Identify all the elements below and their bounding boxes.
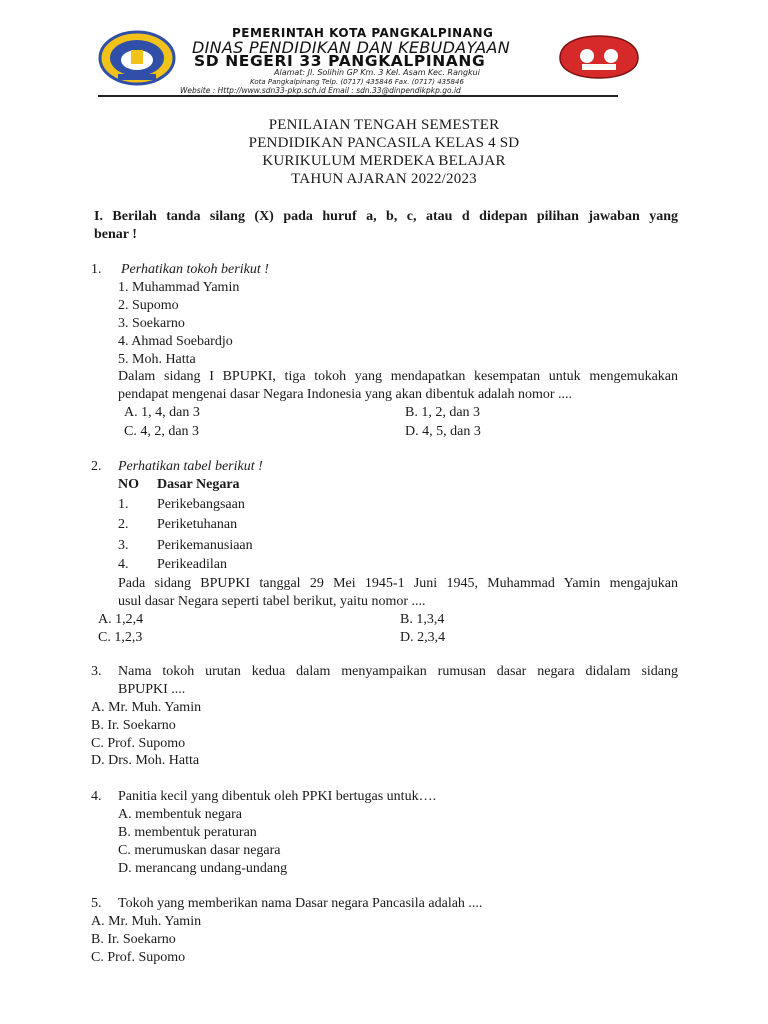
q5-stem: Tokoh yang memberikan nama Dasar negara Pancasila adalah .... xyxy=(118,896,483,911)
q2-stem-line-2: usul dasar Negara seperti tabel berikut, yaitu nomor .... xyxy=(118,594,426,609)
exam-curriculum: KURIKULUM MERDEKA BELAJAR xyxy=(262,153,506,169)
letterhead-agency: DINAS PENDIDIKAN DAN KEBUDAYAAN xyxy=(192,38,511,57)
q2-table-header-no: NO xyxy=(118,477,139,492)
instruction-line-1: I. Berilah tanda silang (X) pada huruf a, b, c, atau d didepan pilihan jawaban yang xyxy=(94,209,678,224)
q2-table-row-name: Perikemanusiaan xyxy=(157,538,253,553)
q2-table-row-name: Perikebangsaan xyxy=(157,497,245,512)
q2-option-c[interactable]: C. 1,2,3 xyxy=(98,630,143,645)
q3-option-b[interactable]: B. Ir. Soekarno xyxy=(91,718,176,733)
q1-option-c[interactable]: C. 4, 2, dan 3 xyxy=(124,424,200,439)
q1-stem-line-1: Dalam sidang I BPUPKI, tiga tokoh yang mendapatkan kesempatan untuk mengemukakan xyxy=(118,369,678,384)
q5-option-c[interactable]: C. Prof. Supomo xyxy=(91,950,186,965)
q2-table-row-name: Perikeadilan xyxy=(157,557,227,572)
letterhead-address: Alamat: Jl. Solihin GP Km. 3 Kel. Asam Kec. Rangkui xyxy=(274,68,480,77)
q5-option-b[interactable]: B. Ir. Soekarno xyxy=(91,932,176,947)
letterhead-website: Website : Http://www.sdn33-pkp.sch.id Email : sdn.33@dinpendikpkp.go.id xyxy=(180,86,461,95)
q4-number: 4. xyxy=(91,789,102,804)
q1-option-d[interactable]: D. 4, 5, dan 3 xyxy=(405,424,481,439)
q4-option-a[interactable]: A. membentuk negara xyxy=(118,807,243,822)
q2-table-row-name: Periketuhanan xyxy=(157,517,238,532)
exam-year: TAHUN AJARAN 2022/2023 xyxy=(291,171,477,187)
q5-option-a[interactable]: A. Mr. Muh. Yamin xyxy=(91,914,202,929)
q5-number: 5. xyxy=(91,896,102,911)
q1-list-item: 2. Supomo xyxy=(118,298,179,313)
q2-number: 2. xyxy=(91,459,102,474)
q3-stem-line-1: Nama tokoh urutan kedua dalam menyampaikan rumusan dasar negara didalam sidang xyxy=(118,664,678,679)
q2-option-b[interactable]: B. 1,3,4 xyxy=(400,612,445,627)
q1-prompt: Perhatikan tokoh berikut ! xyxy=(121,262,269,277)
school-logo-icon xyxy=(556,34,642,80)
q4-option-b[interactable]: B. membentuk peraturan xyxy=(118,825,257,840)
q2-table-row-no: 4. xyxy=(118,557,129,572)
exam-subject: PENDIDIKAN PANCASILA KELAS 4 SD xyxy=(248,135,520,151)
letterhead-school: SD NEGERI 33 PANGKALPINANG xyxy=(194,52,486,70)
q3-option-d[interactable]: D. Drs. Moh. Hatta xyxy=(91,753,200,768)
letterhead-government: PEMERINTAH KOTA PANGKALPINANG xyxy=(232,26,494,40)
city-emblem-icon xyxy=(98,30,176,86)
q1-list-item: 1. Muhammad Yamin xyxy=(118,280,240,295)
q1-list-item: 3. Soekarno xyxy=(118,316,185,331)
q1-option-b[interactable]: B. 1, 2, dan 3 xyxy=(405,405,481,420)
q1-list-item: 4. Ahmad Soebardjo xyxy=(118,334,233,349)
q3-option-a[interactable]: A. Mr. Muh. Yamin xyxy=(91,700,202,715)
exam-title: PENILAIAN TENGAH SEMESTER xyxy=(268,117,500,133)
q3-option-c[interactable]: C. Prof. Supomo xyxy=(91,736,186,751)
q3-number: 3. xyxy=(91,664,102,679)
letterhead-divider xyxy=(98,95,618,97)
q3-stem-line-2: BPUPKI .... xyxy=(118,682,186,697)
q1-option-a[interactable]: A. 1, 4, dan 3 xyxy=(124,405,200,420)
q4-option-d[interactable]: D. merancang undang-undang xyxy=(118,861,288,876)
q1-list-item: 5. Moh. Hatta xyxy=(118,352,196,367)
letterhead-phone: Kota Pangkalpinang Telp. (0717) 435846 Fax. (0717) 435846 xyxy=(250,78,464,86)
q2-stem-line-1: Pada sidang BPUPKI tanggal 29 Mei 1945-1 Juni 1945, Muhammad Yamin mengajukan xyxy=(118,576,678,591)
q2-option-d[interactable]: D. 2,3,4 xyxy=(400,630,446,645)
q2-option-a[interactable]: A. 1,2,4 xyxy=(98,612,144,627)
q2-table-row-no: 3. xyxy=(118,538,129,553)
instruction-line-2: benar ! xyxy=(94,227,137,242)
q2-table-row-no: 2. xyxy=(118,517,129,532)
q2-table-header-name: Dasar Negara xyxy=(157,477,240,492)
q4-option-c[interactable]: C. merumuskan dasar negara xyxy=(118,843,281,858)
q4-stem: Panitia kecil yang dibentuk oleh PPKI bertugas untuk…. xyxy=(118,789,437,804)
q1-stem-line-2: pendapat mengenai dasar Negara Indonesia yang akan dibentuk adalah nomor .... xyxy=(118,387,573,402)
q1-number: 1. xyxy=(91,262,102,277)
q2-table-row-no: 1. xyxy=(118,497,129,512)
q2-prompt: Perhatikan tabel berikut ! xyxy=(118,459,263,474)
